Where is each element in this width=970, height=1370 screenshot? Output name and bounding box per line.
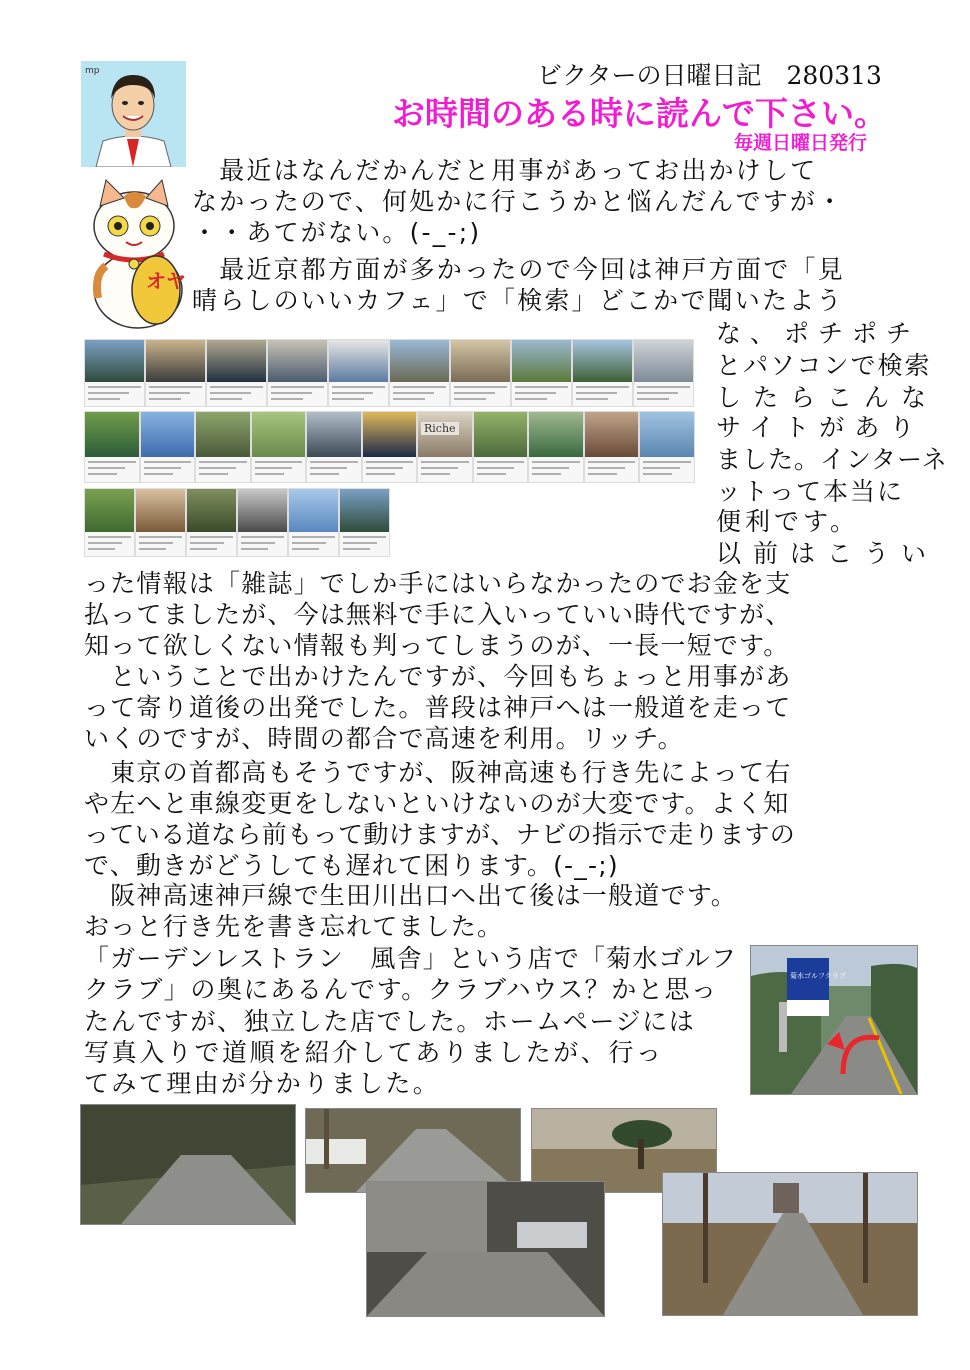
body-line: おっと行き先を書き忘れてました。 [84,912,504,941]
cafe-thumbnail [288,488,339,557]
golf-club-sign-text: 菊水ゴルフクラブ [790,972,846,980]
cafe-thumbnail [528,411,584,483]
cafe-thumbnail [186,488,237,557]
body-line: 「ガーデンレストラン 風舎」という店で「菊水ゴルフ [84,944,738,973]
cafe-thumbnail [450,339,511,407]
cafe-thumbnail [584,411,640,483]
body-line: 最近京都方面が多かったので今回は神戸方面で「見 [192,255,845,284]
cafe-thumbnail [473,411,529,483]
lucky-cat-sign: オヤ [146,269,186,293]
body-line: ・・あてがない。(-_-;) [192,218,482,247]
cafe-thumbnail [84,411,140,483]
body-line: ました。インターネ [716,445,948,474]
cafe-thumbnail [362,411,418,483]
cafe-thumbnail [572,339,633,407]
cafe-thumbnail [145,339,206,407]
road-photo-5 [662,1172,918,1316]
body-line: 以前はこうい [716,539,939,568]
body-line: いくのですが、時間の都合で高速を利用。リッチ。 [84,724,684,753]
diary-title: ビクターの日曜日記 280313 [537,61,882,90]
lucky-cat-illustration [84,178,192,331]
cafe-thumbnail [511,339,572,407]
body-line: たんですが、独立した店でした。ホームページには [84,1007,696,1036]
body-line: てみて理由が分かりました。 [84,1069,441,1098]
cafe-search-results-grid [84,339,698,555]
body-line: った情報は「雑誌」でしか手にはいらなかったのでお金を支 [84,569,792,598]
cafe-thumbnail [84,339,145,407]
body-line: で、動きがどうしても遅れて困ります。(-_-;) [84,851,619,880]
cafe-thumbnail [206,339,267,407]
cafe-thumbnail [389,339,450,407]
body-line: って寄り道後の出発でした。普段は神戸へは一般道を走って [84,693,792,722]
body-line: 写真入りで道順を紹介してありましたが、行っ [84,1038,664,1067]
body-line: っている道なら前もって動けますが、ナビの指示で走りますの [84,820,796,849]
body-line: 知って欲しくない情報も判ってしまうのが、一長一短です。 [84,631,790,660]
road-sign-photo [750,945,918,1095]
cafe-thumbnail [633,339,694,407]
cafe-thumbnail [306,411,362,483]
road-photo-4 [366,1181,605,1317]
cafe-thumbnail [195,411,251,483]
body-line: サイトがあり [716,413,925,442]
body-line: とパソコンで検索 [716,351,932,380]
body-line: 晴らしのいいカフェ」で「検索」どこかで聞いたよう [192,286,844,315]
body-line: 東京の首都高もそうですが、阪神高速も行き先によって右 [84,758,792,787]
author-portrait-illustration [81,61,186,167]
svg-text:mp: mp [85,66,100,76]
cafe-sign-riche: Riche [421,422,459,435]
weekly-label: 毎週日曜日発行 [734,132,868,154]
body-line: なかったので、何処かに行こうかと悩んだんですが・ [192,187,845,216]
cafe-thumbnail [84,488,135,557]
body-line: ットって本当に [716,477,905,506]
body-line: 最近はなんだかんだと用事があってお出かけして [192,156,818,185]
cafe-thumbnail [339,488,390,557]
body-line: や左へと車線変更をしないといけないのが大変です。よく知 [84,789,790,818]
body-line: 払ってましたが、今は無料で手に入いっていい時代ですが、 [84,600,792,629]
body-line: な、ポチポチ [716,319,921,348]
cafe-thumbnail [140,411,196,483]
cafe-thumbnail [267,339,328,407]
body-line: クラブ」の奥にあるんです。クラブハウス？かと思っ [84,975,718,1004]
body-line: 便利です。 [716,507,860,536]
cafe-thumbnail [328,339,389,407]
body-line: 阪神高速神戸線で生田川出口へ出て後は一般道です。 [84,881,738,910]
body-line: ということで出かけたんですが、今回もちょっと用事があ [84,662,792,691]
diary-subtitle: お時間のある時に読んで下さい。 [392,94,887,133]
author-portrait [81,61,186,167]
cafe-thumbnail [135,488,186,557]
road-photo-1 [80,1104,296,1225]
cafe-thumbnail [639,411,695,483]
cafe-thumbnail [251,411,307,483]
cafe-thumbnail [237,488,288,557]
body-line: したらこんな [716,383,939,412]
